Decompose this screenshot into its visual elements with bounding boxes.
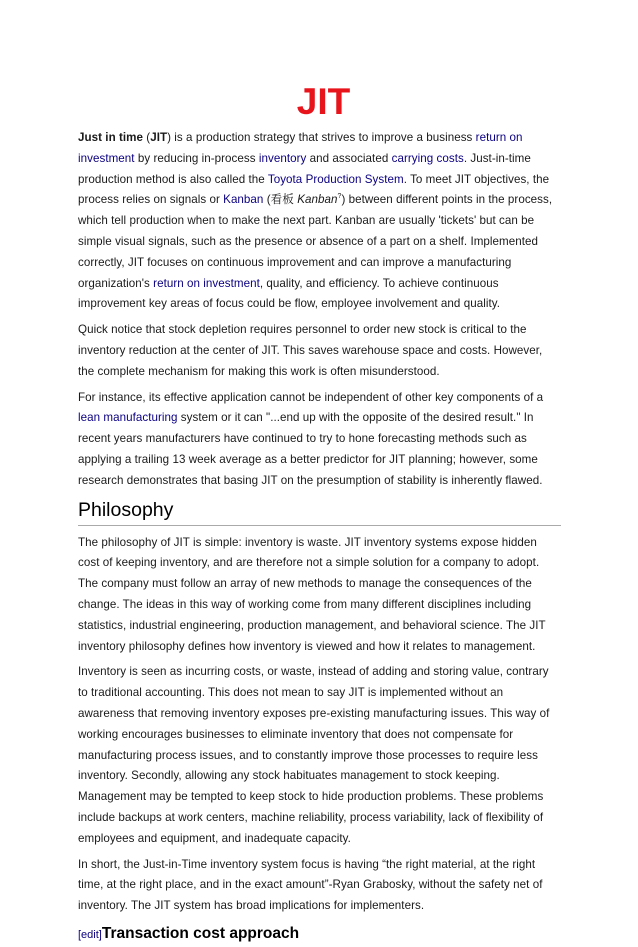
term-bold: Just in time xyxy=(78,131,144,144)
paragraph-stock-depletion: Quick notice that stock depletion requires personnel to order new stock is critical to the inventory reduction at the center of JIT. This saves warehouse space and costs. However, the complete mechanism for making this work is often misunderstood. xyxy=(78,323,543,378)
text: . Just-in-time production method is also called the xyxy=(78,151,531,186)
section-heading-text: Transaction cost approach xyxy=(101,924,300,942)
philosophy-paragraph-2: Inventory is seen as incurring costs, or waste, instead of adding and storing value, contrary to traditional accounting. This does not mean to say JIT is implemented without an awareness that removing inventory exposes pre-existing manufacturing issues. This way of working encourages businesses to eliminate inventory that does not compensate for manufacturing process issues, and to constantly improve those processes to require less inventory. Secondly, allowing any stock habituates management to stock keeping. Management may be tempted to keep stock to hide production problems. These problems include backups at work centers, machine reliability, process variability, lack of flexibility of employees and equipment, and inadequate capacity. xyxy=(78,665,550,845)
text: , quality, and efficiency. To achieve continuous improvement key areas of focus could be flow, employee involvement and quality. xyxy=(78,276,500,311)
intro-paragraph xyxy=(78,128,561,315)
text: ) is a production strategy that strives to improve a business xyxy=(167,131,476,144)
text: and associated xyxy=(306,151,392,165)
text: ( xyxy=(263,193,271,207)
text: For instance, its effective application cannot be independent of other key components of a xyxy=(78,390,544,404)
section-heading-transaction-cost xyxy=(78,922,561,947)
kanban-romaji: Kanban xyxy=(297,193,338,207)
link-kanban[interactable]: Kanban xyxy=(223,193,264,207)
document-page xyxy=(78,80,561,947)
link-return-on-investment-2[interactable]: return on investment xyxy=(153,276,260,290)
link-carrying-costs[interactable]: carrying costs xyxy=(391,151,464,165)
edit-link[interactable]: [edit] xyxy=(78,928,102,941)
paragraph-lean-manufacturing xyxy=(78,388,561,492)
link-toyota-production-system[interactable]: Toyota Production System xyxy=(267,172,404,186)
philosophy-paragraph-3: In short, the Just-in-Time inventory system focus is having “the right material, at the right time, at the right place, and in the exact amount”-Ryan Grabosky, without the safety net of inventory. The JIT system has broad implications for implementers. xyxy=(78,857,543,913)
term-bold: JIT xyxy=(150,131,168,144)
kanji-text: 看板 xyxy=(270,193,294,207)
text: ) between different points in the process, which tell production when to make the next part. Kanban are usually 'tickets' but can be simple visual signals, such as the presence or absence of a part on a shelf. Implemented correctly, JIT focuses on continuous improvement and can improve a manufacturing organization's xyxy=(78,193,553,290)
pronunciation-marker[interactable]: ? xyxy=(337,193,342,201)
link-inventory[interactable]: inventory xyxy=(258,151,307,165)
text: by reducing in-process xyxy=(134,151,259,165)
philosophy-paragraph-1: The philosophy of JIT is simple: inventory is waste. JIT inventory systems expose hidden cost of keeping inventory, and are therefore not a simple solution for a company to adopt. The company must follow an array of new methods to manage the consequences of the change. The ideas in this way of working come from many different disciplines including statistics, industrial engineering, production management, and behavioral science. The JIT inventory philosophy defines how inventory is viewed and how it relates to management. xyxy=(78,535,546,653)
text: system or it can "...end up with the opposite of the desired result." In recent years manufacturers have continued to try to hone forecasting methods such as applying a trailing 13 week average as a better predictor for JIT planning; however, some research demonstrates that basing JIT on the presumption of stability is inherently flawed. xyxy=(78,411,543,487)
page-title: JIT xyxy=(296,81,351,122)
section-heading-philosophy: Philosophy xyxy=(78,497,561,526)
text: ( xyxy=(143,131,151,144)
text: . To meet JIT objectives, the process relies on signals or xyxy=(78,172,550,207)
link-lean-manufacturing[interactable]: lean manufacturing xyxy=(78,411,178,425)
link-return-on-investment[interactable]: return on investment xyxy=(78,131,523,165)
